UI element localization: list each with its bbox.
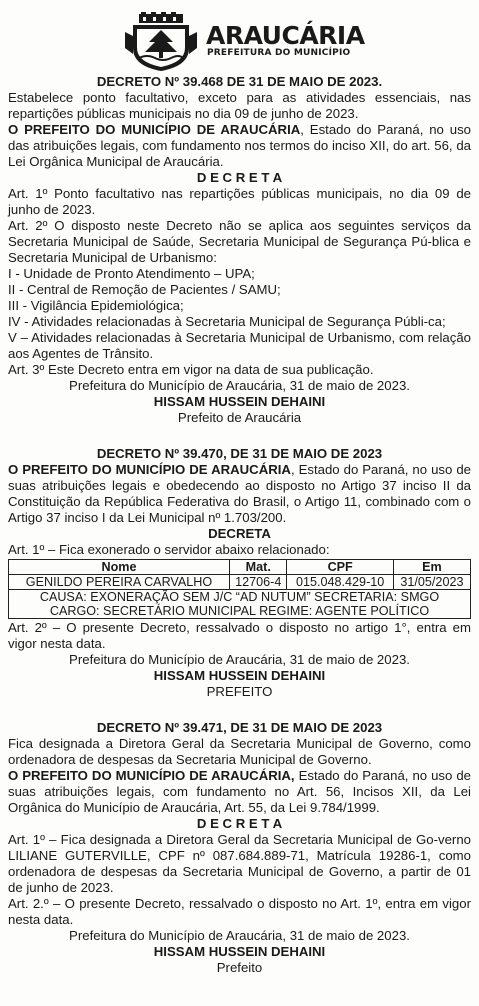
place-date: Prefeitura do Município de Araucária, 31 de maio de 2023. <box>69 928 410 943</box>
place-date: Prefeitura do Município de Araucária, 31 de maio de 2023. <box>69 652 410 667</box>
preamble-rest: Estado do Paraná, no uso de suas atribuições legais, com fundamento no Art. 56, Incisos XII, da Lei Orgânica do Município de Araucária, Art. 55, da Lei 9.784/1999. <box>8 768 472 815</box>
decreta-heading: DECRETA <box>208 526 271 541</box>
decree-39468 <box>8 74 471 426</box>
header-mat: Mat. <box>230 560 287 575</box>
cause-text: CAUSA: EXONERAÇÃO SEM J/C “AD NUTUM” SECRETARIA: SMGO <box>39 590 440 604</box>
article-2: Art. 2º O disposto neste Decreto não se aplica aos seguintes serviços da Secretaria Municipal de Saúde, Secretaria Municipal de Segurança Pú-blica e Secretaria Municipal de Urbanismo: <box>8 218 471 265</box>
signer-name: HISSAM HUSSEIN DEHAINI <box>153 944 326 959</box>
list-item: II - Central de Remoção de Pacientes / SAMU; <box>8 282 281 297</box>
cell-cpf: 015.048.429-10 <box>287 575 393 590</box>
preamble-lead: O PREFEITO DO MUNICÍPIO DE ARAUCÁRIA <box>8 462 291 477</box>
header-em: Em <box>393 560 470 575</box>
decreta-heading: D E C R E T A <box>196 170 283 185</box>
decree-title: DECRETO Nº 39.471, DE 31 DE MAIO DE 2023 <box>96 720 383 735</box>
signer-role: Prefeito de Araucária <box>177 410 302 425</box>
list-item: I - Unidade de Pronto Atendimento – UPA; <box>8 266 255 281</box>
preamble-lead: O PREFEITO DO MUNICÍPIO DE ARAUCÁRIA <box>8 122 301 137</box>
cell-cause <box>9 590 471 619</box>
decree-preamble <box>8 462 471 526</box>
preamble-lead: O PREFEITO DO MUNICÍPIO DE ARAUCÁRIA, <box>8 768 295 783</box>
decree-preamble <box>8 768 471 816</box>
signer-name: HISSAM HUSSEIN DEHAINI <box>153 668 326 683</box>
municipal-crest-icon <box>125 12 197 72</box>
position-text: CARGO: SECRETÁRIO MUNICIPAL REGIME: AGENTE POLÍTICO <box>49 604 430 618</box>
decree-ementa: Estabelece ponto facultativo, exceto para as atividades essenciais, nas repartições públicas municipais no dia 09 de junho de 2023. <box>8 90 471 121</box>
masthead <box>8 0 471 74</box>
preamble-rest: , Estado do Paraná, no uso de suas atribuições legais e obedecendo ao disposto no Artigo 37 inciso II da Constituição da República Federativa do Brasil, o Artigo 11, combinado com o Artigo 37 inciso I da Lei Municipal nº 1.703/200. <box>8 462 471 525</box>
signer-name: HISSAM HUSSEIN DEHAINI <box>153 394 326 409</box>
cell-em: 31/05/2023 <box>393 575 470 590</box>
signer-role: Prefeito <box>216 960 263 975</box>
list-item: V – Atividades relacionadas à Secretaria Municipal de Urbanismo, com relação aos Agentes de Trânsito. <box>8 330 471 361</box>
decree-preamble <box>8 122 471 170</box>
article-1: Art. 1º Ponto facultativo nas repartições públicas municipais, no dia 09 de junho de 2023. <box>8 186 471 217</box>
brand-subtitle: PREFEITURA DO MUNICÍPIO <box>207 48 351 58</box>
article-2: Art. 2º – O presente Decreto, ressalvado o disposto no artigo 1°, entra em vigor nesta data. <box>8 620 471 651</box>
table-header-row <box>9 560 471 575</box>
decree-39471 <box>8 720 471 976</box>
place-date: Prefeitura do Município de Araucária, 31 de maio de 2023. <box>69 378 410 393</box>
decree-title: DECRETO Nº 39.468 DE 31 DE MAIO DE 2023. <box>96 74 383 89</box>
decreta-heading: D E C R E T A <box>196 816 283 831</box>
cell-mat: 12706-4 <box>230 575 287 590</box>
table-row <box>9 590 471 619</box>
list-item: IV - Atividades relacionadas à Secretaria Municipal de Segurança Públi-ca; <box>8 314 446 329</box>
cell-nome: GENILDO PEREIRA CARVALHO <box>9 575 230 590</box>
list-item: III - Vigilância Epidemiológica; <box>8 298 184 313</box>
preamble-rest: , Estado do Paraná, no uso das atribuições legais, com fundamento nos termos do inciso XII, do art. 56, da Lei Orgânica Municipal de Araucária. <box>8 122 471 169</box>
header-cpf: CPF <box>287 560 393 575</box>
decree-ementa: Fica designada a Diretora Geral da Secretaria Municipal de Governo, como ordenadora de despesas da Secretaria Municipal de Governo. <box>8 736 471 767</box>
exoneration-table <box>8 559 471 619</box>
article-1: Art. 1º – Fica designada a Diretora Geral da Secretaria Municipal de Go-verno LILIANE GUTERVILLE, CPF nº 087.684.889-71, Matrícula 19286-1, como ordenadora de despesas da Secretaria Municipal de Governo, a partir de 01 de junho de 2023. <box>8 832 471 895</box>
article-2: Art. 2.º – O presente Decreto, ressalvado o disposto no Art. 1º, entra em vigor nesta data. <box>8 896 471 927</box>
article-3: Art. 3º Este Decreto entra em vigor na data de sua publicação. <box>8 362 374 377</box>
signer-role: PREFEITO <box>206 684 273 699</box>
table-row <box>9 575 471 590</box>
article-1: Art. 1º – Fica exonerado o servidor abaixo relacionado: <box>8 542 330 557</box>
decree-39470 <box>8 446 471 700</box>
header-nome: Nome <box>9 560 230 575</box>
decree-title: DECRETO Nº 39.470, DE 31 DE MAIO DE 2023 <box>96 446 383 461</box>
brand-name: ARAUCÁRIA <box>206 21 365 50</box>
